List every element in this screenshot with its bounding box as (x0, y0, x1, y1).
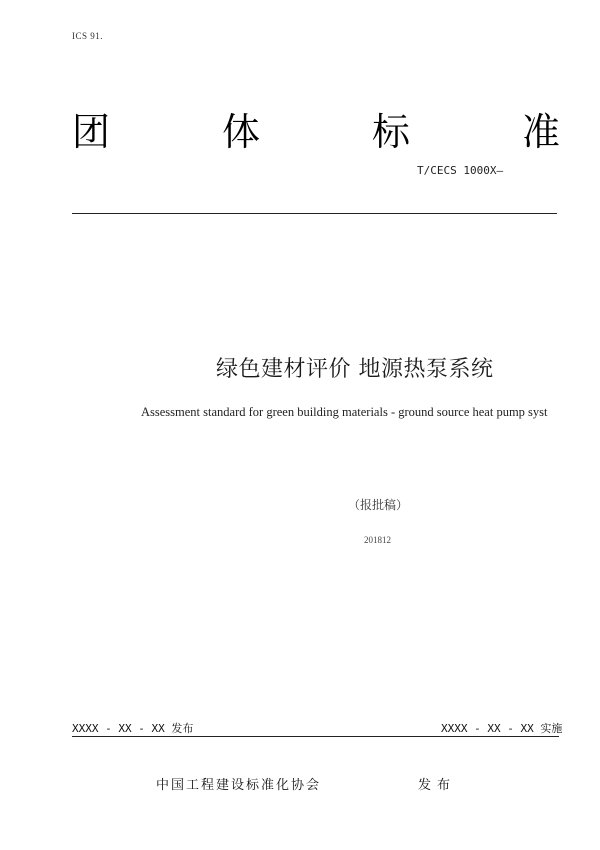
publisher-name: 中国工程建设标准化协会 (156, 778, 322, 793)
standard-category-title (72, 104, 560, 160)
standard-code: T/CECS 1000X— (417, 164, 504, 177)
category-char-4: 准 (521, 110, 560, 154)
implementation-date: XXXX - XX - XX 实施 (441, 722, 563, 735)
draft-date: 201812 (364, 535, 391, 545)
category-char-1: 团 (72, 110, 111, 154)
ics-code: ICS 91. (72, 31, 104, 41)
document-title-english: Assessment standard for green building materials - ground source heat pump syst (141, 405, 548, 419)
draft-status: （报批稿） (348, 498, 409, 512)
header-divider (72, 213, 557, 214)
footer-divider (72, 736, 559, 737)
category-char-3: 标 (371, 110, 410, 154)
category-char-2: 体 (221, 110, 260, 154)
publish-label: 发布 (418, 778, 457, 793)
document-title-chinese: 绿色建材评价 地源热泵系统 (216, 357, 494, 382)
issue-date: XXXX - XX - XX 发布 (72, 722, 194, 735)
